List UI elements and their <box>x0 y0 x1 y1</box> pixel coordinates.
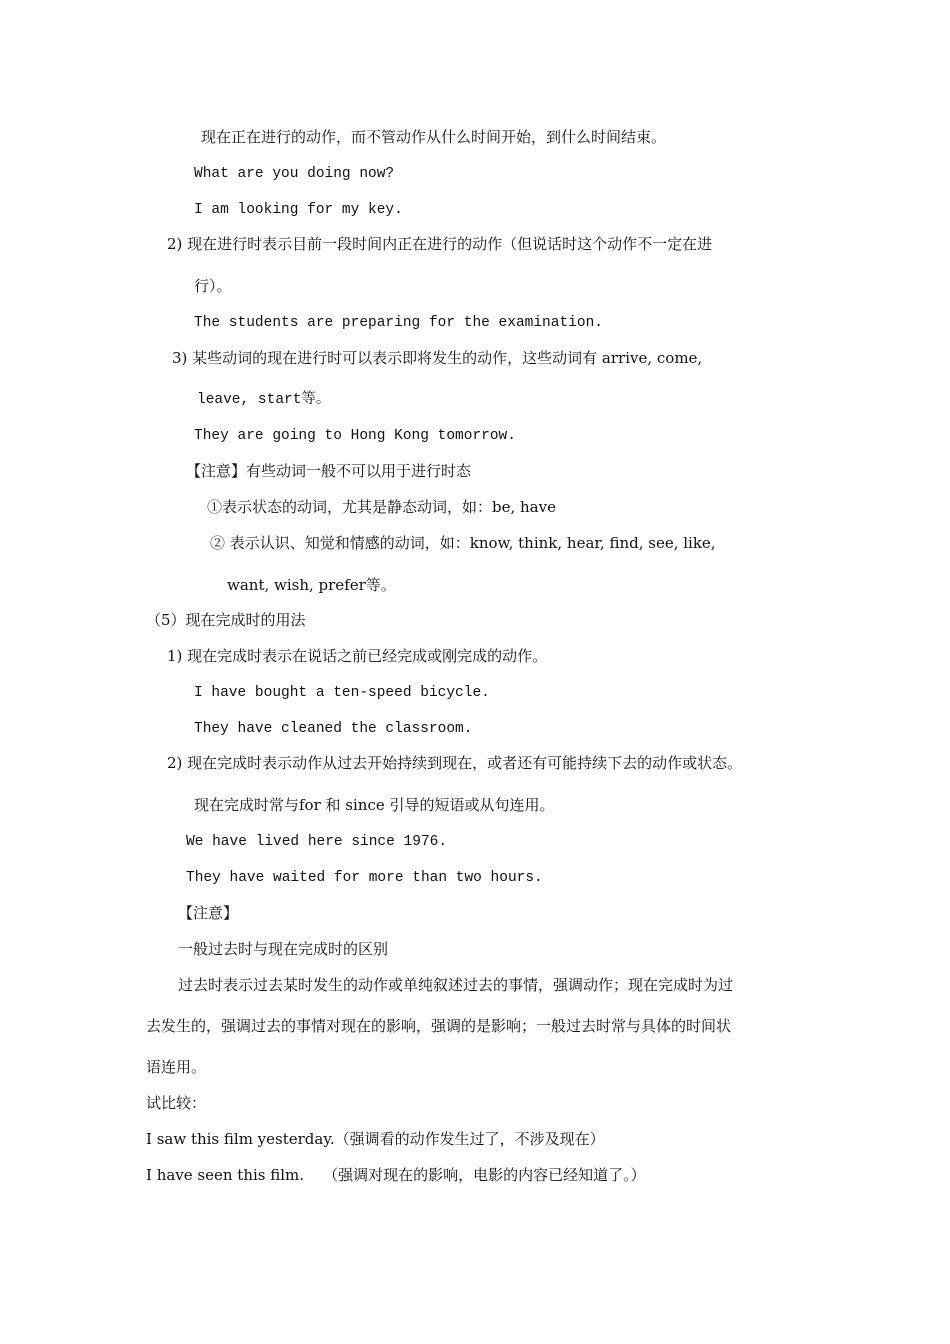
perfect-rule-1: 1) 现在完成时表示在说话之前已经完成或刚完成的动作。 <box>167 647 548 665</box>
perfect-rule-2: 2) 现在完成时表示动作从过去开始持续到现在，或者还有可能持续下去的动作或状态。 <box>167 754 743 772</box>
compare-label: 试比较： <box>146 1094 207 1112</box>
note-heading-2: 【注意】 <box>178 904 239 922</box>
note-heading-1: 【注意】有些动词一般不可以用于进行时态 <box>186 462 472 480</box>
comparison-paragraph-line-2: 去发生的，强调过去的事情对现在的影响，强调的是影响；一般过去时常与具体的时间状 <box>146 1017 732 1035</box>
comparison-paragraph-line-3: 语连用。 <box>146 1058 207 1076</box>
perfect-rule-2-note: 现在完成时常与for 和 since 引导的短语或从句连用。 <box>194 796 555 814</box>
note-item-2: ② 表示认识、知觉和情感的动词，如：know, think, hear, find, see, like, <box>210 534 716 552</box>
rule-3-continuation: leave, start等。 <box>197 392 331 408</box>
example-sentence-4: They are going to Hong Kong tomorrow. <box>194 428 516 444</box>
example-sentence-2: I am looking for my key. <box>194 202 403 218</box>
rule-2-continuation: 行）。 <box>194 277 232 295</box>
example-sentence-8: They have waited for more than two hours. <box>186 870 543 886</box>
example-sentence-3: The students are preparing for the examination. <box>194 315 603 331</box>
example-sentence-7: We have lived here since 1976. <box>186 834 448 850</box>
example-sentence-5: I have bought a ten-speed bicycle. <box>194 685 490 701</box>
rule-3-heading: 3) 某些动词的现在进行时可以表示即将发生的动作，这些动词有 arrive, come, <box>172 349 703 367</box>
example-sentence-1: What are you doing now? <box>194 166 395 182</box>
note-item-1: ①表示状态的动词，尤其是静态动词，如：be, have <box>207 498 556 516</box>
section-5-heading: （5）现在完成时的用法 <box>146 611 306 629</box>
text-line-1: 现在正在进行的动作，而不管动作从什么时间开始，到什么时间结束。 <box>201 128 667 146</box>
example-sentence-6: They have cleaned the classroom. <box>194 721 473 737</box>
note-item-2-continuation: want, wish, prefer等。 <box>227 576 396 594</box>
comparison-paragraph-line-1: 过去时表示过去某时发生的动作或单纯叙述过去的事情，强调动作；现在完成时为过 <box>178 976 734 994</box>
rule-2-heading: 2) 现在进行时表示目前一段时间内正在进行的动作（但说话时这个动作不一定在进 <box>167 235 713 253</box>
comparison-title: 一般过去时与现在完成时的区别 <box>178 940 389 958</box>
compare-sentence-2: I have seen this film. （强调对现在的影响，电影的内容已经知道了。） <box>146 1166 646 1184</box>
compare-sentence-1: I saw this film yesterday.（强调看的动作发生过了，不涉及现在） <box>146 1130 605 1148</box>
